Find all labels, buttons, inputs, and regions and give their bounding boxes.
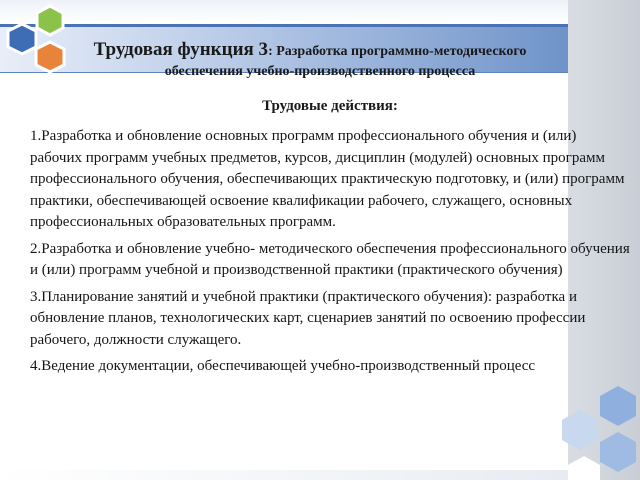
hexagon-white-icon [568, 456, 600, 480]
title-line2: обеспечения учебно-производственного процесса [164, 64, 476, 79]
section-heading: Трудовые действия: [262, 98, 398, 114]
title-sub: : Разработка программно-методического [268, 44, 527, 59]
title-main: Трудовая функция 3 [93, 39, 269, 60]
hexagon-light-icon [600, 386, 636, 426]
action-list [30, 126, 630, 383]
list-item: 2.Разработка и обновление учебно- методического обеспечения профессионального обучения и (или) программ учебной и производственной практики (практического обучения) [30, 240, 630, 278]
slide-title [60, 40, 560, 62]
hexagon-cluster-bottom-right [510, 384, 640, 480]
hexagon-mid-icon [600, 432, 636, 472]
bottom-strip [0, 470, 568, 480]
hexagon-pale-icon [562, 410, 598, 450]
list-item: 4.Ведение документации, обеспечивающей учебно-производственный процесс [30, 358, 536, 374]
hexagon-green-icon [37, 6, 63, 35]
hexagon-blue-icon [8, 24, 36, 54]
top-band [0, 0, 568, 24]
list-item: 3.Планирование занятий и учебной практики (практического обучения): разработка и обновление планов, технологических карт, сценариев занятий по освоению профессии рабочего, должности служащего. [30, 288, 586, 348]
list-item: 1.Разработка и обновление основных программ профессионального обучения и (или) рабочих программ учебных предметов, курсов, дисциплин (модулей) основных программ профессионального обучения, обеспечивающих практическую подготовку, и (или) программ практики, обеспечивающей освоение квалификации рабочего, служащего, основных профессиональных образовательных программ. [30, 128, 625, 230]
